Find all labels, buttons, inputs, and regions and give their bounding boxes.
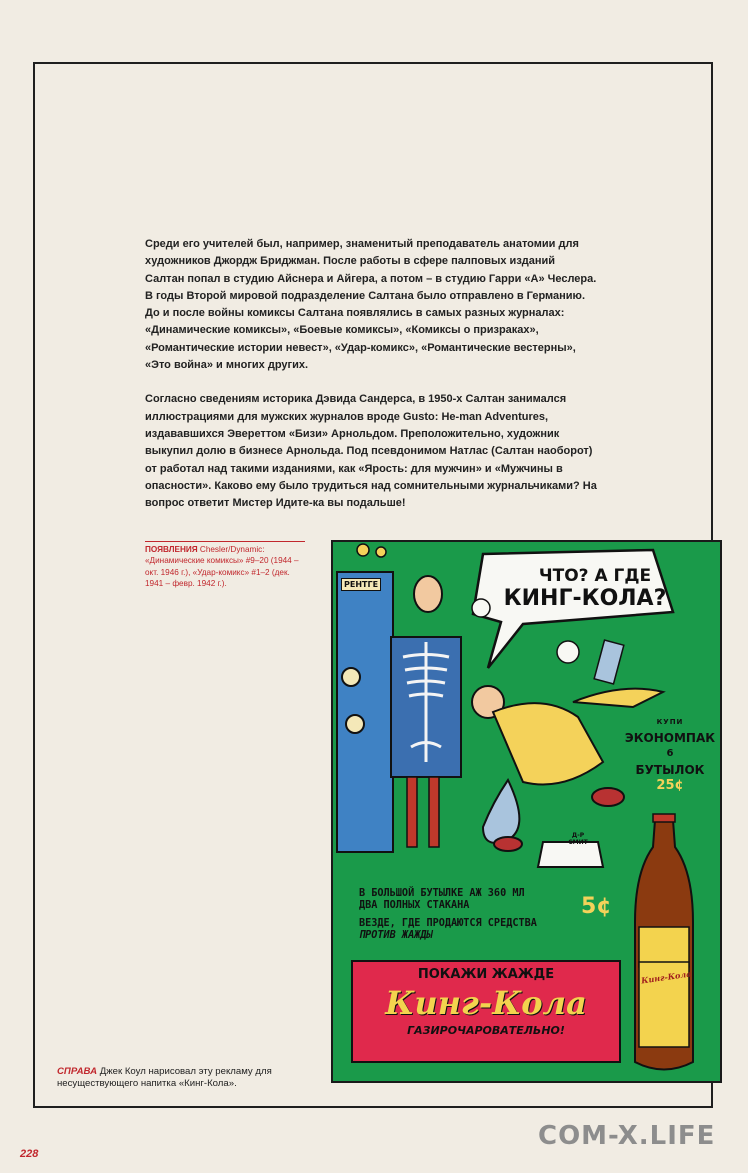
bubble-line-2: КИНГ-КОЛА? (503, 586, 667, 611)
doctor-jacket (493, 703, 603, 784)
offer-block (615, 714, 722, 794)
offer-price: 25¢ (656, 778, 684, 793)
reflector-icon (594, 640, 624, 684)
image-caption (57, 1066, 297, 1090)
copy-line-3: ВЕЗДЕ, ГДЕ ПРОДАЮТСЯ СРЕДСТВА (359, 918, 537, 929)
gauge-icon (342, 668, 360, 686)
brand-logo: Кинг-Кола (385, 984, 587, 1022)
copy-line-4: ПРОТИВ ЖАЖДЫ (359, 930, 433, 941)
offer-line-4: БУТЫЛОК (635, 763, 705, 777)
offer-line-2: ЭКОНОМПАК (624, 731, 716, 745)
page-number: 228 (20, 1148, 39, 1160)
patient-leg (429, 777, 439, 847)
offer-line-1: КУПИ (656, 718, 684, 726)
slogan-line-1: ПОКАЖИ ЖАЖДЕ (417, 967, 555, 982)
xray-sign: РЕНТГЕ (341, 578, 381, 591)
patient-leg (407, 777, 417, 847)
bag-label: Д-Р СМИТ (568, 832, 588, 846)
copy-line-2: ДВА ПОЛНЫХ СТАКАНА (359, 900, 470, 911)
appearances-note (145, 541, 305, 590)
bottle-top-label (639, 927, 689, 967)
steam-puff (472, 599, 490, 617)
xray-cabinet (337, 572, 393, 852)
gauge-icon (346, 715, 364, 733)
jacket-tail (573, 689, 663, 707)
lamp-icon (357, 544, 369, 556)
patient-head (414, 576, 442, 612)
lamp-icon (376, 547, 386, 557)
appearances-text: Chesler/Dynamic: «Динамические комиксы» #9–20 (1944 – окт. 1946 г.), «Удар-комикс» #1–2 (дек. 1941 – февр. 1942 г.). (145, 545, 299, 589)
single-price: 5¢ (581, 894, 612, 919)
article-body (145, 236, 665, 529)
doctor-shoe (494, 837, 522, 851)
copy-line-1: В БОЛЬШОЙ БУТЫЛКЕ АЖ 360 МЛ (359, 888, 525, 899)
offer-line-3: 6 (666, 748, 674, 759)
ad-copy (359, 888, 599, 942)
appearances-label: ПОЯВЛЕНИЯ (145, 545, 198, 554)
bottle-label: Кинг-Кола (640, 968, 692, 986)
slogan-panel (351, 960, 621, 1063)
steam-puff (557, 641, 579, 663)
doctor-trousers (483, 780, 519, 843)
paragraph-2: Согласно сведениям историка Дэвида Сандерса, в 1950-х Салтан занимался иллюстрациями для мужских журналов вроде Gusto: He-man Adventures, издававшихся Эвереттом «Бизи» Арнольдом. Преположительно, художник выкупил долю в бизнесе Арнольда. Под псевдонимом Натлас (Салтан наоборот) от работал над такими изданиями, как «Ярость: для мужчин» и «Мужчины в опасности». Каково ему было трудиться над сомнительными журнальчиками? На вопрос ответит Мистер Идите-ка вы подальше! (145, 393, 597, 510)
bottle-cap (653, 814, 675, 822)
watermark: COM-X.LIFE (538, 1121, 716, 1151)
slogan-line-3: ГАЗИРОЧАРОВАТЕЛЬНО! (407, 1024, 565, 1037)
king-cola-advertisement (331, 540, 722, 1083)
bubble-line-1: ЧТО? А ГДЕ (538, 566, 652, 586)
paragraph-1: Среди его учителей был, например, знаменитый преподаватель анатомии для художников Джордж Бриджман. После работы в сфере палповых изданий Салтан попал в студию Айснера и Айгера, а потом – в студию Гарри «А» Чеслера. В годы Второй мировой подразделение Салтана было отправлено в Германию. До и после войны комиксы Салтана появлялись в самых разных журналах: «Динамические комиксы», «Боевые комиксы», «Комиксы о призраках», «Романтические истории невест», «Удар-комикс», «Романтические вестерны», «Это война» и многих других. (145, 238, 597, 372)
caption-label: СПРАВА (57, 1066, 98, 1077)
caption-text: Джек Коул нарисовал эту рекламу для несуществующего напитка «Кинг-Кола». (57, 1066, 272, 1089)
